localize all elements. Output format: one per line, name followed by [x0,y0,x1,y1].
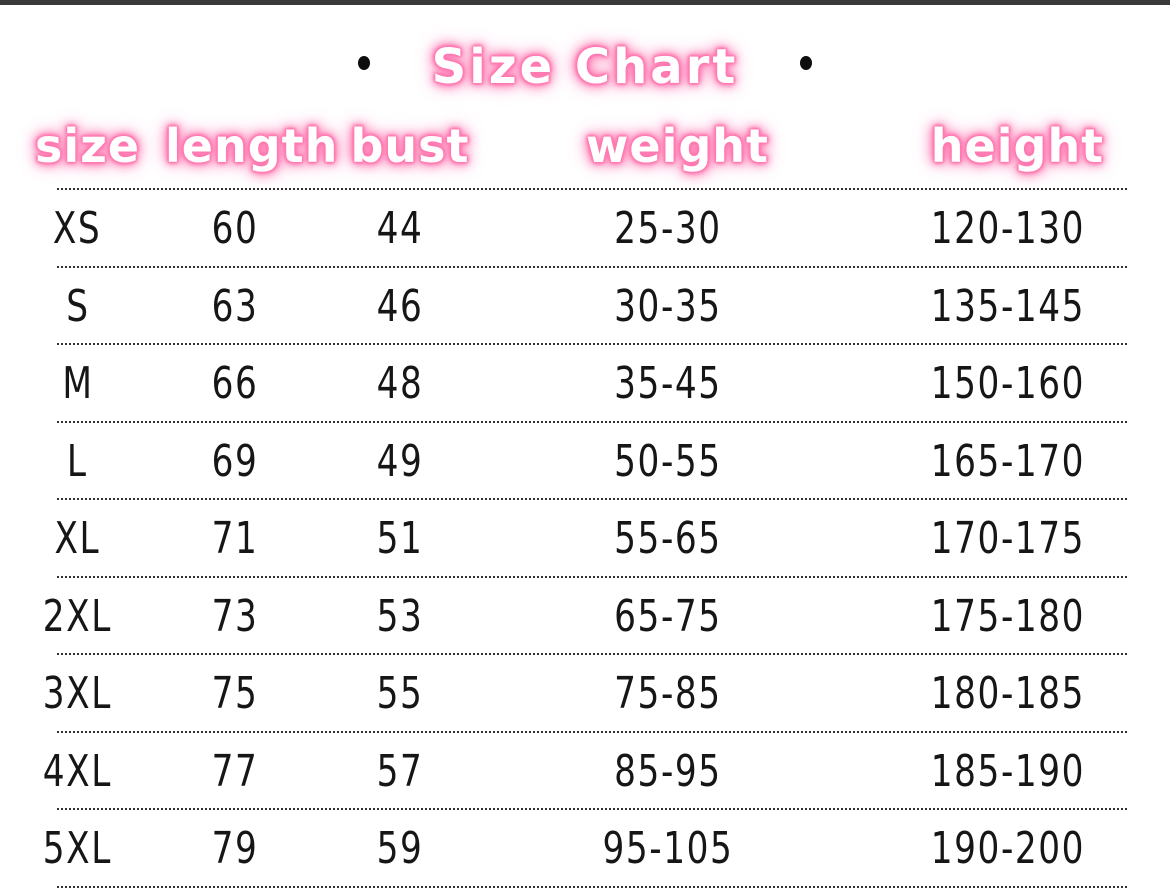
length-value: 75 [211,668,259,720]
length-value: 79 [211,823,259,875]
bust-value: 57 [376,745,424,797]
table-row-3xl [0,655,1165,733]
column-header-size: size [34,119,141,173]
size-label: 5XL [42,823,113,875]
weight-value: 35-45 [613,358,722,410]
bust-value: 53 [376,590,424,642]
bullet-dot-icon [800,56,812,70]
weight-value: 75-85 [613,668,722,720]
weight-value: 65-75 [613,590,722,642]
table-row-2xl [0,578,1165,656]
table-row-l [0,423,1165,501]
column-header-length: length [165,119,339,173]
length-value: 71 [211,513,259,565]
table-row-s [0,268,1165,346]
size-label: XS [53,203,102,255]
bust-value: 46 [376,280,424,332]
size-label: L [67,435,88,487]
table-row-xl [0,500,1165,578]
length-value: 63 [211,280,259,332]
top-bar [0,0,1170,5]
height-value: 150-160 [930,358,1085,410]
weight-value: 85-95 [613,745,722,797]
table-header-row [0,102,1165,190]
length-value: 73 [211,590,259,642]
size-label: M [61,358,94,410]
column-header-height: height [930,119,1105,173]
size-label: 2XL [42,590,113,642]
weight-value: 30-35 [613,280,722,332]
bust-value: 51 [376,513,424,565]
size-label: 3XL [42,668,113,720]
page-title: Size Chart [431,39,739,95]
height-value: 190-200 [930,823,1085,875]
weight-value: 25-30 [613,203,722,255]
height-value: 175-180 [930,590,1085,642]
size-label: XL [54,513,101,565]
height-value: 185-190 [930,745,1085,797]
height-value: 170-175 [930,513,1085,565]
table-row-xs [0,190,1165,268]
length-value: 66 [211,358,259,410]
size-label: S [65,280,90,332]
bust-value: 48 [376,358,424,410]
size-label: 4XL [42,745,113,797]
table-row-5xl [0,810,1165,888]
height-value: 180-185 [930,668,1085,720]
height-value: 120-130 [930,203,1085,255]
weight-value: 55-65 [613,513,722,565]
title-row [0,34,1170,100]
bust-value: 59 [376,823,424,875]
length-value: 77 [211,745,259,797]
column-header-bust: bust [350,119,470,173]
height-value: 165-170 [930,435,1085,487]
bust-value: 44 [376,203,424,255]
length-value: 60 [211,203,259,255]
length-value: 69 [211,435,259,487]
bust-value: 55 [376,668,424,720]
bullet-dot-icon [358,56,370,70]
weight-value: 50-55 [613,435,722,487]
weight-value: 95-105 [602,823,733,875]
height-value: 135-145 [930,280,1085,332]
table-row-4xl [0,733,1165,811]
column-header-weight: weight [585,119,770,173]
bust-value: 49 [376,435,424,487]
table-row-m [0,345,1165,423]
table-body [0,190,1165,888]
